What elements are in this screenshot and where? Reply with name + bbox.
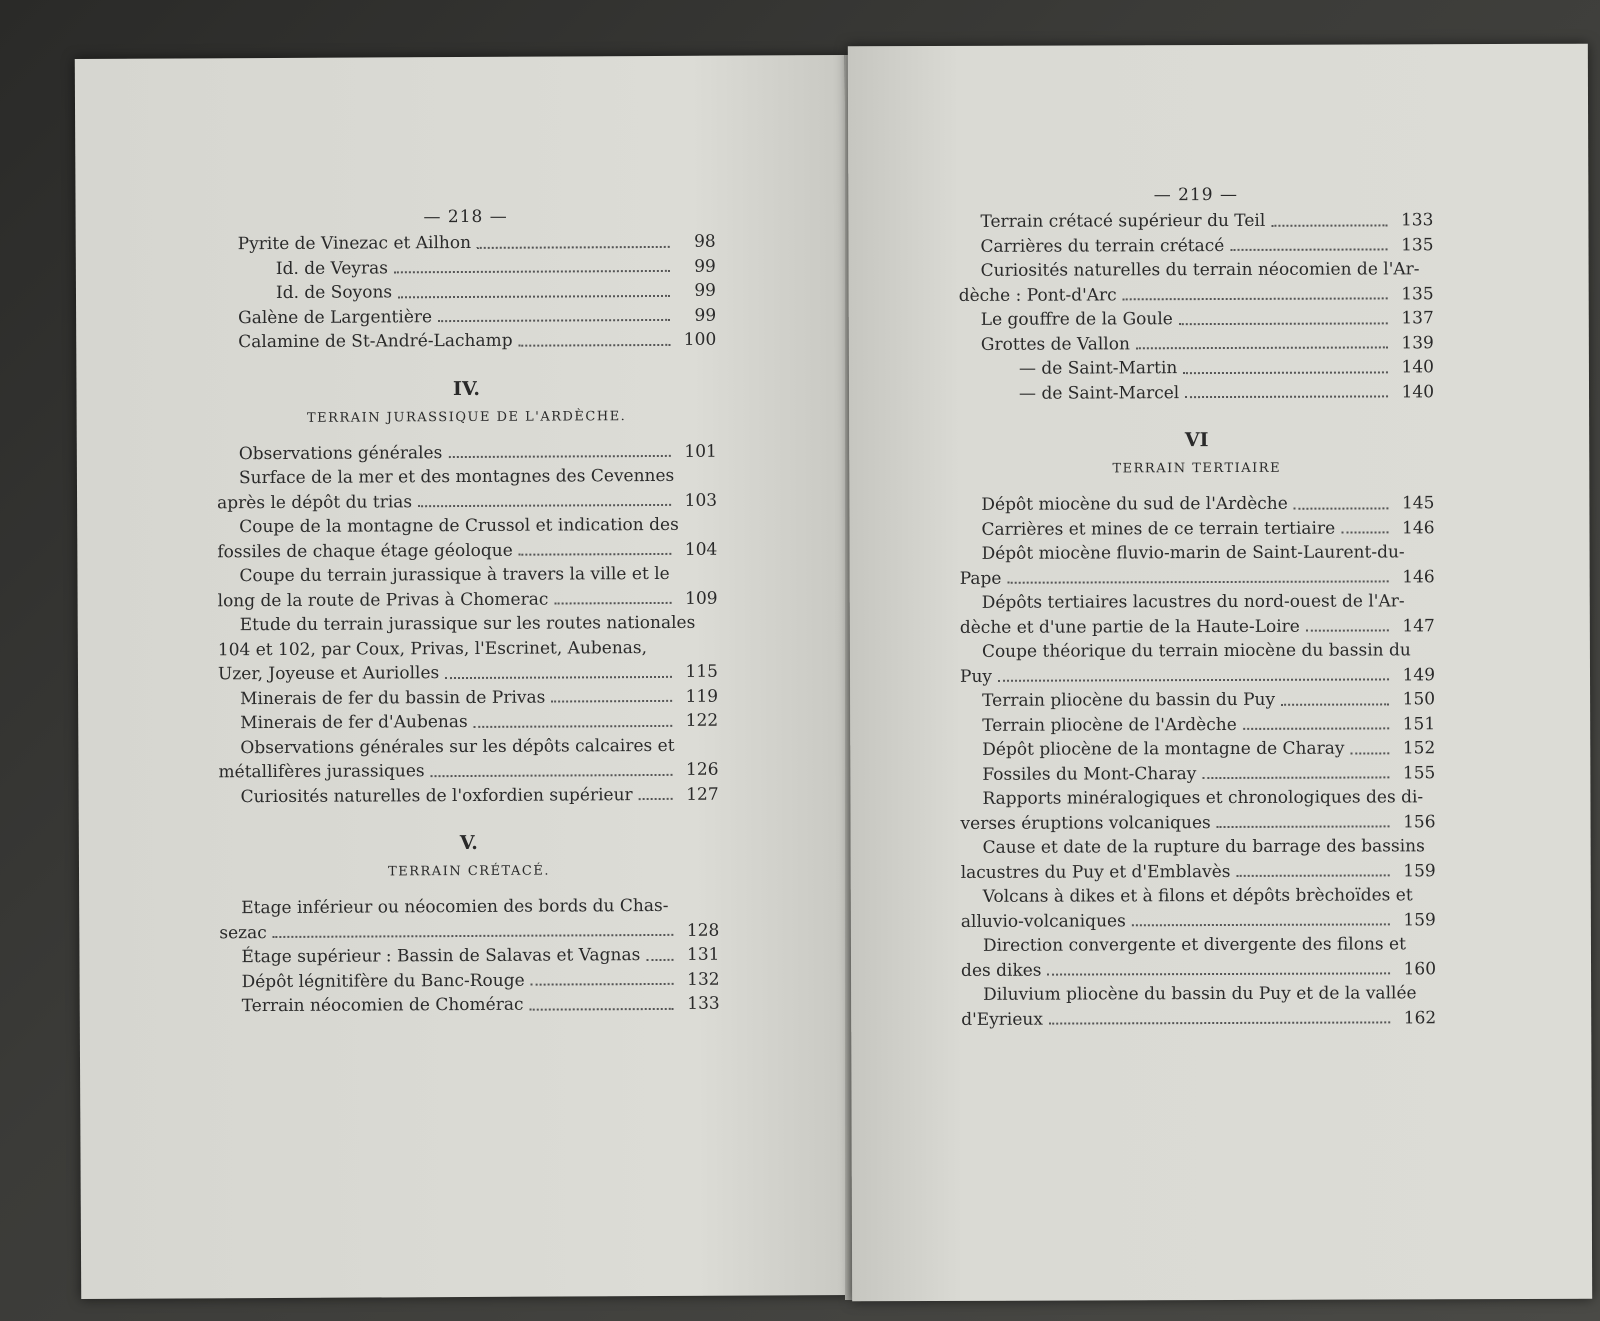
toc-page-number: 149: [1402, 664, 1436, 685]
section-number: V.: [459, 831, 478, 855]
page-number: — 218 —: [423, 206, 508, 228]
toc-page-number: 140: [1401, 357, 1434, 378]
toc-entry: [959, 355, 1434, 381]
toc-entry-text: métallifères jurassiques: [218, 761, 425, 783]
toc-page-number: 135: [1401, 283, 1434, 304]
toc-entry: [960, 761, 1435, 787]
toc-entry-text: Dépôts tertiaires lacustres du nord-ouest de l'Ar-: [981, 591, 1405, 613]
toc-entry: [960, 614, 1435, 640]
toc-entry: [960, 810, 1435, 836]
toc-entry-text: Rapports minéralogiques et chronologiques des di-: [982, 787, 1424, 809]
toc-entry: [959, 306, 1434, 332]
toc-entry: [218, 684, 718, 711]
toc-page-number: 131: [686, 944, 720, 965]
toc-entry-text: Curiosités naturelles de l'oxfordien supérieur: [240, 784, 633, 807]
section-title: TERRAIN CRÉTACÉ.: [388, 863, 551, 880]
toc-entry: [959, 516, 1434, 542]
dot-leader: [646, 958, 673, 960]
toc-page-number: 100: [683, 329, 717, 350]
toc-page-number: 98: [694, 231, 716, 252]
toc-page-number: 122: [685, 710, 719, 731]
toc-entry-text: Puy: [959, 666, 993, 687]
toc-entry-text: — de Saint-Marcel: [1018, 382, 1180, 404]
toc-entry: [218, 660, 718, 687]
toc-page-number: 133: [687, 993, 720, 1014]
toc-entry: [960, 687, 1435, 713]
toc-page-number: 146: [1402, 517, 1435, 538]
toc-page-number: 99: [694, 256, 716, 277]
toc-entry: [216, 279, 716, 306]
dot-leader: [418, 504, 671, 507]
left-page: [75, 55, 851, 1299]
dot-leader: [1230, 248, 1387, 251]
toc-page-number: 146: [1402, 566, 1435, 587]
dot-leader: [554, 602, 671, 605]
toc-page-number: 99: [694, 280, 717, 301]
open-book: [70, 45, 1570, 1305]
toc-entry-text: Dépôt miocène du sud de l'Ardèche: [981, 493, 1288, 515]
toc-entry-text: Terrain crétacé supérieur du Teil: [980, 210, 1266, 232]
toc-entry: [960, 663, 1435, 689]
entry-list: [217, 439, 719, 809]
toc-entry-text: Calamine de St-André-Lachamp: [238, 330, 513, 353]
toc-page-number: 152: [1402, 738, 1436, 759]
toc-page-number: 132: [687, 969, 720, 990]
toc-entry-text: Pape: [959, 568, 1002, 589]
toc-entry: [218, 586, 718, 613]
right-page-content: [958, 184, 1436, 1032]
dot-leader: [551, 700, 672, 703]
toc-entry-text: Etage inférieur ou néocomien des bords du Chas-: [241, 895, 669, 919]
toc-entry: [961, 957, 1436, 983]
dot-leader: [1294, 507, 1389, 509]
toc-page-number: 156: [1403, 811, 1436, 832]
dot-leader: [1202, 776, 1389, 779]
toc-page-number: 127: [686, 784, 719, 805]
dot-leader: [1281, 703, 1389, 705]
toc-entry: [960, 712, 1435, 738]
toc-entry-text: après le dépôt du trias: [217, 491, 413, 513]
toc-entry-text: Cause et date de la rupture du barrage des bassins: [982, 836, 1425, 858]
toc-entry: [959, 331, 1434, 357]
toc-entry: [958, 208, 1433, 234]
toc-entry-text: Dépôt pliocène de la montagne de Charay: [982, 738, 1345, 760]
toc-page-number: 135: [1401, 234, 1434, 255]
dot-leader: [1236, 874, 1389, 877]
toc-entry-text: d'Eyrieux: [961, 1009, 1043, 1030]
toc-entry-text: Id. de Veyras: [275, 257, 389, 279]
toc-entry-text: Pyrite de Vinezac et Ailhon: [237, 232, 472, 255]
dot-leader: [529, 1007, 673, 1010]
toc-entry: [219, 918, 719, 945]
toc-page-number: 109: [685, 588, 718, 609]
dot-leader: [477, 245, 670, 248]
entry-list: [219, 894, 720, 1019]
dot-leader: [1271, 224, 1387, 226]
toc-entry-text: Coupe du terrain jurassique à travers la ville et le: [239, 563, 670, 587]
toc-entry-text: Volcans à dikes et à filons et dépôts brèchoïdes et: [982, 885, 1413, 907]
toc-entry-text: Carrières du terrain crétacé: [980, 235, 1225, 257]
toc-entry-text: Terrain pliocène de l'Ardèche: [982, 714, 1237, 736]
toc-entry: [961, 908, 1436, 934]
dot-leader: [1049, 1021, 1390, 1024]
toc-entry-text: Coupe théorique du terrain miocène du bassin du: [981, 640, 1411, 662]
toc-page-number: 151: [1402, 713, 1436, 734]
toc-entry: [217, 488, 717, 515]
toc-entry-text: Terrain pliocène du bassin du Puy: [982, 689, 1276, 711]
entry-list: [958, 208, 1434, 406]
toc-page-number: 159: [1403, 860, 1436, 881]
toc-entry-text: Surface de la mer et des montagnes des Cevennes: [238, 465, 675, 489]
dot-leader: [445, 675, 672, 678]
toc-entry: [961, 1006, 1436, 1032]
toc-entry-text: Dépôt miocène fluvio-marin de Saint-Laurent-du-: [981, 542, 1405, 564]
toc-entry: [959, 380, 1434, 406]
toc-entry-text: Minerais de fer d'Aubenas: [240, 711, 468, 734]
toc-entry-text: Le gouffre de la Goule: [980, 309, 1173, 330]
dot-leader: [438, 319, 670, 322]
toc-entry-text: fossiles de chaque étage géoloque: [217, 540, 513, 562]
dot-leader: [1351, 752, 1390, 754]
page-number: — 219 —: [1153, 184, 1238, 206]
toc-entry: [218, 758, 718, 785]
dot-leader: [1132, 923, 1390, 926]
toc-entry-text: Carrières et mines de ce terrain tertiaire: [981, 518, 1336, 540]
toc-page-number: 162: [1403, 1007, 1437, 1028]
dot-leader: [1179, 322, 1388, 325]
toc-entry-text: Terrain néocomien de Chomérac: [241, 994, 524, 1017]
dot-leader: [1306, 629, 1389, 631]
toc-page-number: 140: [1401, 381, 1435, 402]
dot-leader: [394, 270, 670, 273]
entry-list: [959, 491, 1436, 1032]
toc-page-number: 126: [685, 759, 719, 780]
dot-leader: [273, 934, 674, 938]
dot-leader: [1341, 531, 1388, 533]
toc-entry-text: Fossiles du Mont-Charay: [982, 763, 1197, 785]
toc-page-number: 147: [1402, 615, 1435, 636]
toc-entry-text: Uzer, Joyeuse et Auriolles: [217, 663, 440, 685]
toc-entry: [958, 233, 1433, 259]
toc-entry: [220, 967, 720, 994]
entry-list: [216, 230, 717, 355]
dot-leader: [448, 455, 671, 458]
toc-entry: [217, 439, 717, 466]
toc-entry: [216, 230, 716, 257]
toc-entry-text: sezac: [219, 922, 267, 943]
toc-entry-text: verses éruptions volcaniques: [960, 812, 1211, 834]
toc-page-number: 137: [1401, 308, 1434, 329]
toc-entry: [218, 709, 718, 736]
dot-leader: [1185, 395, 1388, 398]
toc-page-number: 103: [684, 490, 718, 511]
toc-entry-text: lacustres du Puy et d'Emblavès: [960, 861, 1231, 883]
dot-leader: [431, 773, 673, 776]
toc-entry-text: Grottes de Vallon: [980, 333, 1130, 355]
section-number: IV.: [452, 377, 481, 400]
toc-page-number: 155: [1402, 762, 1436, 783]
toc-entry-text: Diluvium pliocène du bassin du Puy et de la vallée: [983, 983, 1417, 1005]
toc-entry: [219, 782, 719, 809]
toc-page-number: 160: [1403, 958, 1437, 979]
dot-leader: [1243, 727, 1389, 730]
toc-entry-text: Id. de Soyons: [275, 282, 393, 303]
toc-entry: [960, 565, 1435, 591]
toc-page-number: 145: [1401, 493, 1435, 514]
toc-entry-text: long de la route de Privas à Chomerac: [217, 589, 549, 611]
toc-page-number: 115: [685, 661, 719, 682]
dot-leader: [1217, 825, 1390, 828]
toc-entry-text: Minerais de fer du bassin de Privas: [240, 687, 546, 709]
dot-leader: [1183, 371, 1388, 374]
toc-entry: [959, 491, 1434, 517]
toc-page-number: 99: [694, 305, 717, 326]
dot-leader: [1007, 580, 1388, 583]
toc-page-number: 119: [685, 686, 719, 707]
toc-entry-text: des dikes: [961, 960, 1042, 981]
section-title: TERRAIN TERTIAIRE: [1112, 460, 1282, 477]
toc-page-number: 150: [1402, 689, 1436, 710]
toc-entry: [959, 282, 1434, 308]
section-title: TERRAIN JURASSIQUE DE L'ARDÈCHE.: [306, 408, 627, 426]
dot-leader: [531, 983, 674, 986]
dot-leader: [1048, 972, 1391, 975]
dot-leader: [519, 343, 671, 346]
left-page-content: [216, 206, 720, 1019]
section-number: VI: [1184, 429, 1209, 452]
toc-page-number: 101: [684, 441, 717, 462]
toc-entry-text: dèche : Pont-d'Arc: [958, 284, 1117, 306]
toc-entry-text: Observations générales sur les dépôts calcaires et: [240, 735, 675, 758]
toc-entry-text: Observations générales: [238, 442, 443, 464]
dot-leader: [519, 553, 672, 556]
toc-entry-text: — de Saint-Martin: [1018, 358, 1178, 379]
toc-entry-text: Étage supérieur : Bassin de Salavas et Vagnas: [241, 945, 641, 968]
toc-entry: [220, 992, 720, 1019]
toc-entry: [217, 537, 717, 564]
toc-page-number: 159: [1403, 909, 1436, 930]
toc-entry-text: Etude du terrain jurassique sur les routes nationales: [239, 612, 696, 636]
dot-leader: [1123, 297, 1388, 300]
toc-entry: [216, 328, 716, 355]
toc-entry-text: Coupe de la montagne de Crussol et indication des: [239, 514, 679, 538]
toc-entry-text: dèche et d'une partie de la Haute-Loire: [959, 616, 1300, 638]
toc-entry: [216, 303, 716, 330]
toc-entry: [961, 859, 1436, 885]
toc-entry: [960, 736, 1435, 762]
toc-entry-text: Galène de Largentière: [238, 306, 433, 328]
toc-page-number: 128: [686, 920, 720, 941]
toc-entry-text: 104 et 102, par Coux, Privas, l'Escrinet, Aubenas,: [217, 637, 648, 660]
toc-entry-text: alluvio-volcaniques: [960, 910, 1126, 932]
dot-leader: [998, 678, 1389, 681]
toc-entry-text: Curiosités naturelles du terrain néocomien de l'Ar-: [980, 259, 1420, 281]
toc-entry-text: Direction convergente et divergente des filons et: [982, 934, 1406, 956]
right-page: [848, 44, 1592, 1302]
toc-page-number: 104: [684, 539, 718, 560]
toc-entry-text: Dépôt légnitifère du Banc-Rouge: [241, 970, 525, 992]
toc-entry: [219, 943, 719, 970]
dot-leader: [398, 294, 670, 297]
dot-leader: [639, 798, 673, 800]
toc-page-number: 133: [1400, 210, 1434, 231]
toc-entry: [216, 254, 716, 281]
dot-leader: [1136, 346, 1388, 349]
dot-leader: [474, 724, 673, 727]
toc-page-number: 139: [1401, 332, 1434, 353]
